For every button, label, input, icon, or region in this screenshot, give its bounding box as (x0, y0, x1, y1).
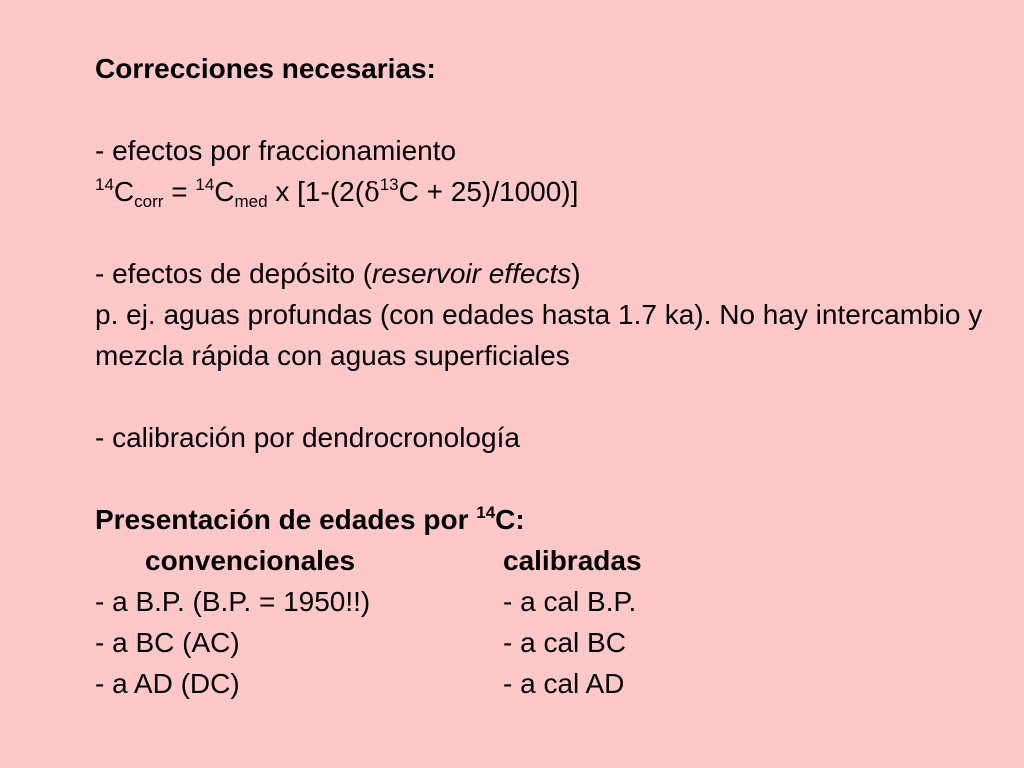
reservoir-label-italic: reservoir effects (372, 258, 572, 289)
column-header-calibrated: calibradas (503, 545, 642, 576)
formula-equals: = (163, 176, 196, 207)
presentation-heading (95, 499, 995, 540)
spacer (95, 376, 995, 417)
fractionation-formula (95, 171, 995, 212)
spacer (95, 89, 995, 130)
calibration-label: - calibración por dendrocronología (95, 422, 520, 453)
formula-delta-symbol: δ (364, 178, 380, 208)
spacer (95, 212, 995, 253)
formula-tail: C + 25)/1000)] (398, 176, 579, 207)
conventional-item: - a AD (DC) (95, 668, 240, 699)
reservoir-description: p. ej. aguas profundas (con edades hasta 1.7 ka). No hay intercambio y mezcla rápida con aguas superficiales (95, 299, 983, 371)
column-header-conventional: convencionales (145, 545, 356, 576)
reservoir-label-suffix: ) (571, 258, 581, 289)
calibrated-item: - a cal BC (503, 627, 626, 658)
presentation-heading-superscript: 14 (476, 503, 496, 522)
presentation-row (95, 581, 995, 622)
reservoir-label (95, 253, 995, 294)
calibrated-item: - a cal B.P. (503, 586, 637, 617)
conventional-item: - a BC (AC) (95, 627, 240, 658)
presentation-row (95, 622, 995, 663)
slide-content (95, 48, 995, 704)
fractionation-label: - efectos por fraccionamiento (95, 135, 457, 166)
formula-subscript-corr: corr (134, 192, 164, 211)
presentation-heading-prefix: Presentación de edades por (95, 504, 477, 535)
formula-subscript-med: med (234, 192, 268, 211)
presentation-row (95, 663, 995, 704)
spacer (95, 458, 995, 499)
formula-carbon: C (113, 176, 135, 207)
formula-superscript-14: 14 (95, 175, 114, 194)
formula-superscript-14: 14 (195, 175, 215, 194)
formula-middle: x [1-(2( (267, 176, 365, 207)
conventional-item: - a B.P. (B.P. = 1950!!) (95, 586, 371, 617)
corrections-heading: Correcciones necesarias: (95, 53, 436, 84)
reservoir-label-prefix: - efectos de depósito ( (95, 258, 373, 289)
presentation-column-headers (95, 540, 995, 581)
presentation-heading-suffix: C: (495, 504, 525, 535)
formula-superscript-13: 13 (379, 175, 399, 194)
calibrated-item: - a cal AD (503, 668, 625, 699)
formula-carbon: C (214, 176, 235, 207)
